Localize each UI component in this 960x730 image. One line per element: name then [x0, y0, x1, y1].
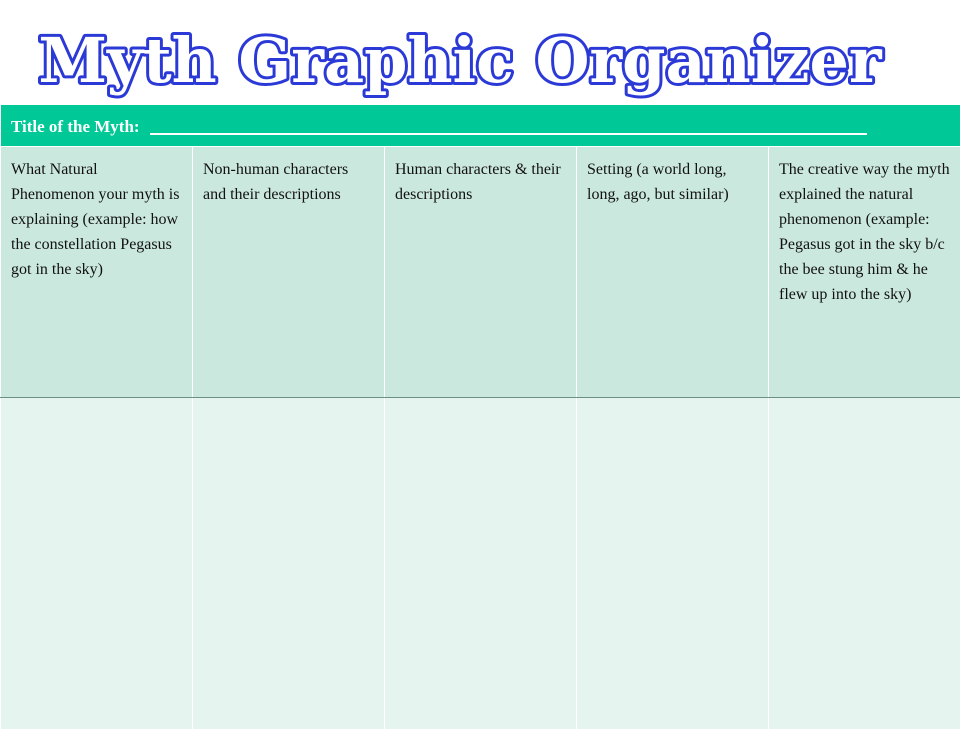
- title-of-myth-label: Title of the Myth:: [11, 117, 140, 136]
- response-non-human-characters[interactable]: [193, 398, 385, 730]
- prompt-human-characters: Human characters & their descriptions: [385, 147, 577, 398]
- response-natural-phenomenon[interactable]: [1, 398, 193, 730]
- response-creative-explanation[interactable]: [769, 398, 960, 730]
- prompt-natural-phenomenon: What Natural Phenomenon your myth is explaining (example: how the constellation Pegasus got in the sky): [1, 147, 193, 398]
- title-row: [1, 105, 960, 147]
- response-setting[interactable]: [577, 398, 769, 730]
- response-row: [1, 398, 960, 730]
- response-area[interactable]: [769, 398, 960, 729]
- prompt-creative-explanation: The creative way the myth explained the natural phenomenon (example: Pegasus got in the sky b/c the bee stung him & he flew up into the sky): [769, 147, 960, 398]
- prompt-setting: Setting (a world long, long, ago, but similar): [577, 147, 769, 398]
- title-of-myth-blank-line[interactable]: [150, 115, 867, 135]
- response-area[interactable]: [577, 398, 768, 729]
- title-cell: [1, 105, 960, 147]
- page-title: [0, 0, 960, 104]
- response-human-characters[interactable]: [385, 398, 577, 730]
- page-title-text: Myth Graphic Organizer: [38, 24, 883, 97]
- response-area[interactable]: [1, 398, 192, 729]
- prompt-row: [1, 147, 960, 398]
- response-area[interactable]: [193, 398, 384, 729]
- response-area[interactable]: [385, 398, 576, 729]
- graphic-organizer-table: [0, 104, 960, 730]
- prompt-non-human-characters: Non-human characters and their descriptions: [193, 147, 385, 398]
